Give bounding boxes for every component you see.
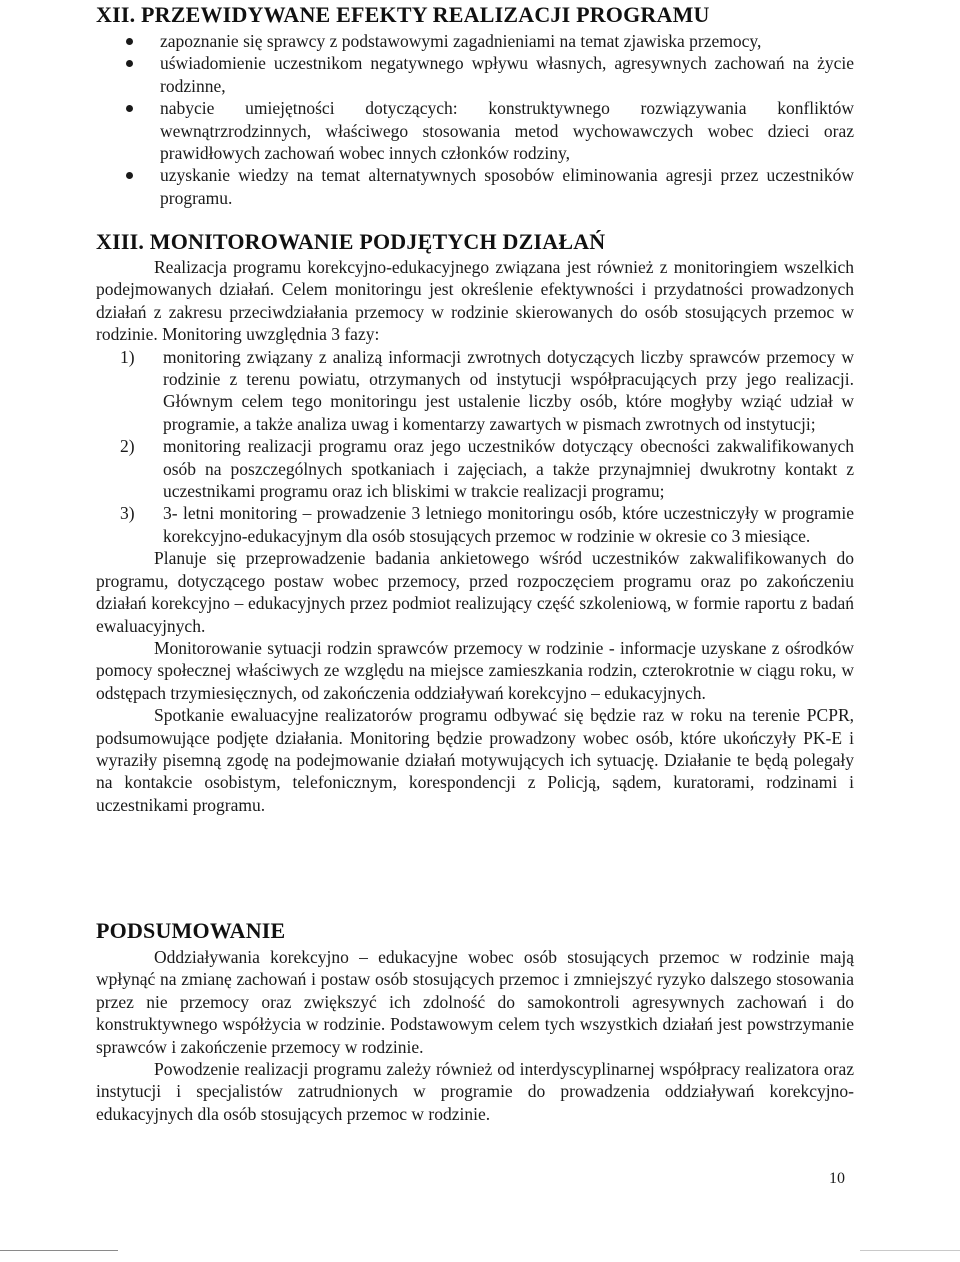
section-12 <box>96 2 854 28</box>
footer-rule <box>860 1250 960 1251</box>
list-item: uświadomienie uczestnikom negatywnego wpływu własnych, agresywnych zachowań na życie rodzinne, <box>96 52 854 97</box>
summary-section <box>96 918 854 944</box>
bullet-icon <box>126 38 133 45</box>
section-12-heading: XII. PRZEWIDYWANE EFEKTY REALIZACJI PROGRAMU <box>96 2 710 27</box>
paragraph: Spotkanie ewaluacyjne realizatorów programu odbywać się będzie raz w roku na terenie PCPR, podsumowujące podjęte działania. Monitoring będzie prowadzony wobec osób, które ukończyły PK-E i wyraziły pisemną zgodę na podejmowanie działań motywujących ich sytuację. Działanie te będą polegały na kontakcie osobistym, telefonicznym, korespondencji z Policją, sądem, kuratorami, rodzinami i uczestnikami programu. <box>96 705 854 815</box>
list-item: 3) 3- letni monitoring – prowadzenie 3 letniego monitoringu osób, które uczestniczyły w programie korekcyjno-edukacyjnym dla osób stosujących przemoc w rodzinie w okresie co 3 miesiące. <box>120 503 854 546</box>
list-item: 2) monitoring realizacji programu oraz jego uczestników dotyczący obecności zakwalifikowanych osób na poszczególnych spotkaniach i zajęciach, a także przynajmniej dwukrotny kontakt z uczestnikami programu oraz ich bliskimi w trakcie realizacji programu; <box>120 436 854 502</box>
list-item: zapoznanie się sprawcy z podstawowymi zagadnieniami na temat zjawiska przemocy, <box>96 30 854 52</box>
summary-heading: PODSUMOWANIE <box>96 918 286 943</box>
paragraph: Oddziaływania korekcyjno – edukacyjne wobec osób stosujących przemoc w rodzinie mają wpłynąć na zmianę zachowań i postaw osób stosujących przemoc i zmniejszyć ryzyko dalszego stosowania przez nie przemocy oraz zwiększyć ich zdolność do samokontroli agresywnych zachowań i do konstruktywnego współżycia w rodzinie. Podstawowym celem tych wszystkich działań jest powstrzymanie sprawców i zakończenie przemocy w rodzinie. <box>96 947 854 1057</box>
list-item: 1) monitoring związany z analizą informacji zwrotnych dotyczących liczby sprawców przemocy w rodzinie z terenu powiatu, otrzymanych od instytucji współpracujących przy jego realizacji. Głównym celem tego monitoringu jest ustalenie liczby osób, które mogłyby wziąć udział w programie, a także analiza uwag i komentarzy zawartych w pismach zwrotnych od instytucji; <box>120 346 854 434</box>
section-13-body <box>96 256 854 816</box>
bullet-icon <box>126 172 133 179</box>
paragraph: Monitorowanie sytuacji rodzin sprawców przemocy w rodzinie - informacje uzyskane z ośrodków pomocy społecznej właściwych ze względu na miejsce zamieszkania rodzin, czterokrotnie w ciągu roku, w odstępach trzymiesięcznych, od zakończenia oddziaływań korekcyjno – edukacyjnych. <box>96 637 854 703</box>
section-13-heading: XIII. MONITOROWANIE PODJĘTYCH DZIAŁAŃ <box>96 229 606 254</box>
bullet-icon <box>126 60 133 67</box>
section-12-body <box>96 30 854 209</box>
bullet-icon <box>126 105 133 112</box>
monitoring-intro: Realizacja programu korekcyjno-edukacyjnego związana jest również z monitoringiem wszelkich podejmowanych działań. Celem monitoringu jest określenie efektywności i przydatności prowadzonych działań z zakresu przeciwdziałania przemocy w rodzinie skierowanych do osób stosujących przemoc w rodzinie. Monitoring uwzględnia 3 fazy: <box>96 257 854 345</box>
list-item: uzyskanie wiedzy na temat alternatywnych sposobów eliminowania agresji przez uczestników programu. <box>96 164 854 209</box>
page-number: 10 <box>829 1170 845 1187</box>
section-13 <box>96 229 854 255</box>
effects-list <box>96 30 854 209</box>
monitoring-phases <box>96 346 854 548</box>
paragraph: Powodzenie realizacji programu zależy również od interdyscyplinarnej współpracy realizatora oraz instytucji i specjalistów zatrudnionych w programie do prowadzenia oddziaływań korekcyjno-edukacyjnych dla osób stosujących przemoc w rodzinie. <box>96 1059 854 1124</box>
list-item: nabycie umiejętności dotyczących: konstruktywnego rozwiązywania konfliktów wewnątrzrodzinnych, właściwego stosowania metod wychowawczych wobec dzieci oraz prawidłowych zachowań wobec innych członków rodziny, <box>96 97 854 164</box>
summary-body <box>96 946 854 1125</box>
footer-rule <box>0 1250 118 1251</box>
paragraph: Planuje się przeprowadzenie badania ankietowego wśród uczestników zakwalifikowanych do programu, dotyczącego postaw wobec przemocy, przed rozpoczęciem programu oraz po zakończeniu działań korekcyjno – edukacyjnych przez podmiot realizujący część szkoleniową, w formie raportu z badań ewaluacyjnych. <box>96 548 854 636</box>
